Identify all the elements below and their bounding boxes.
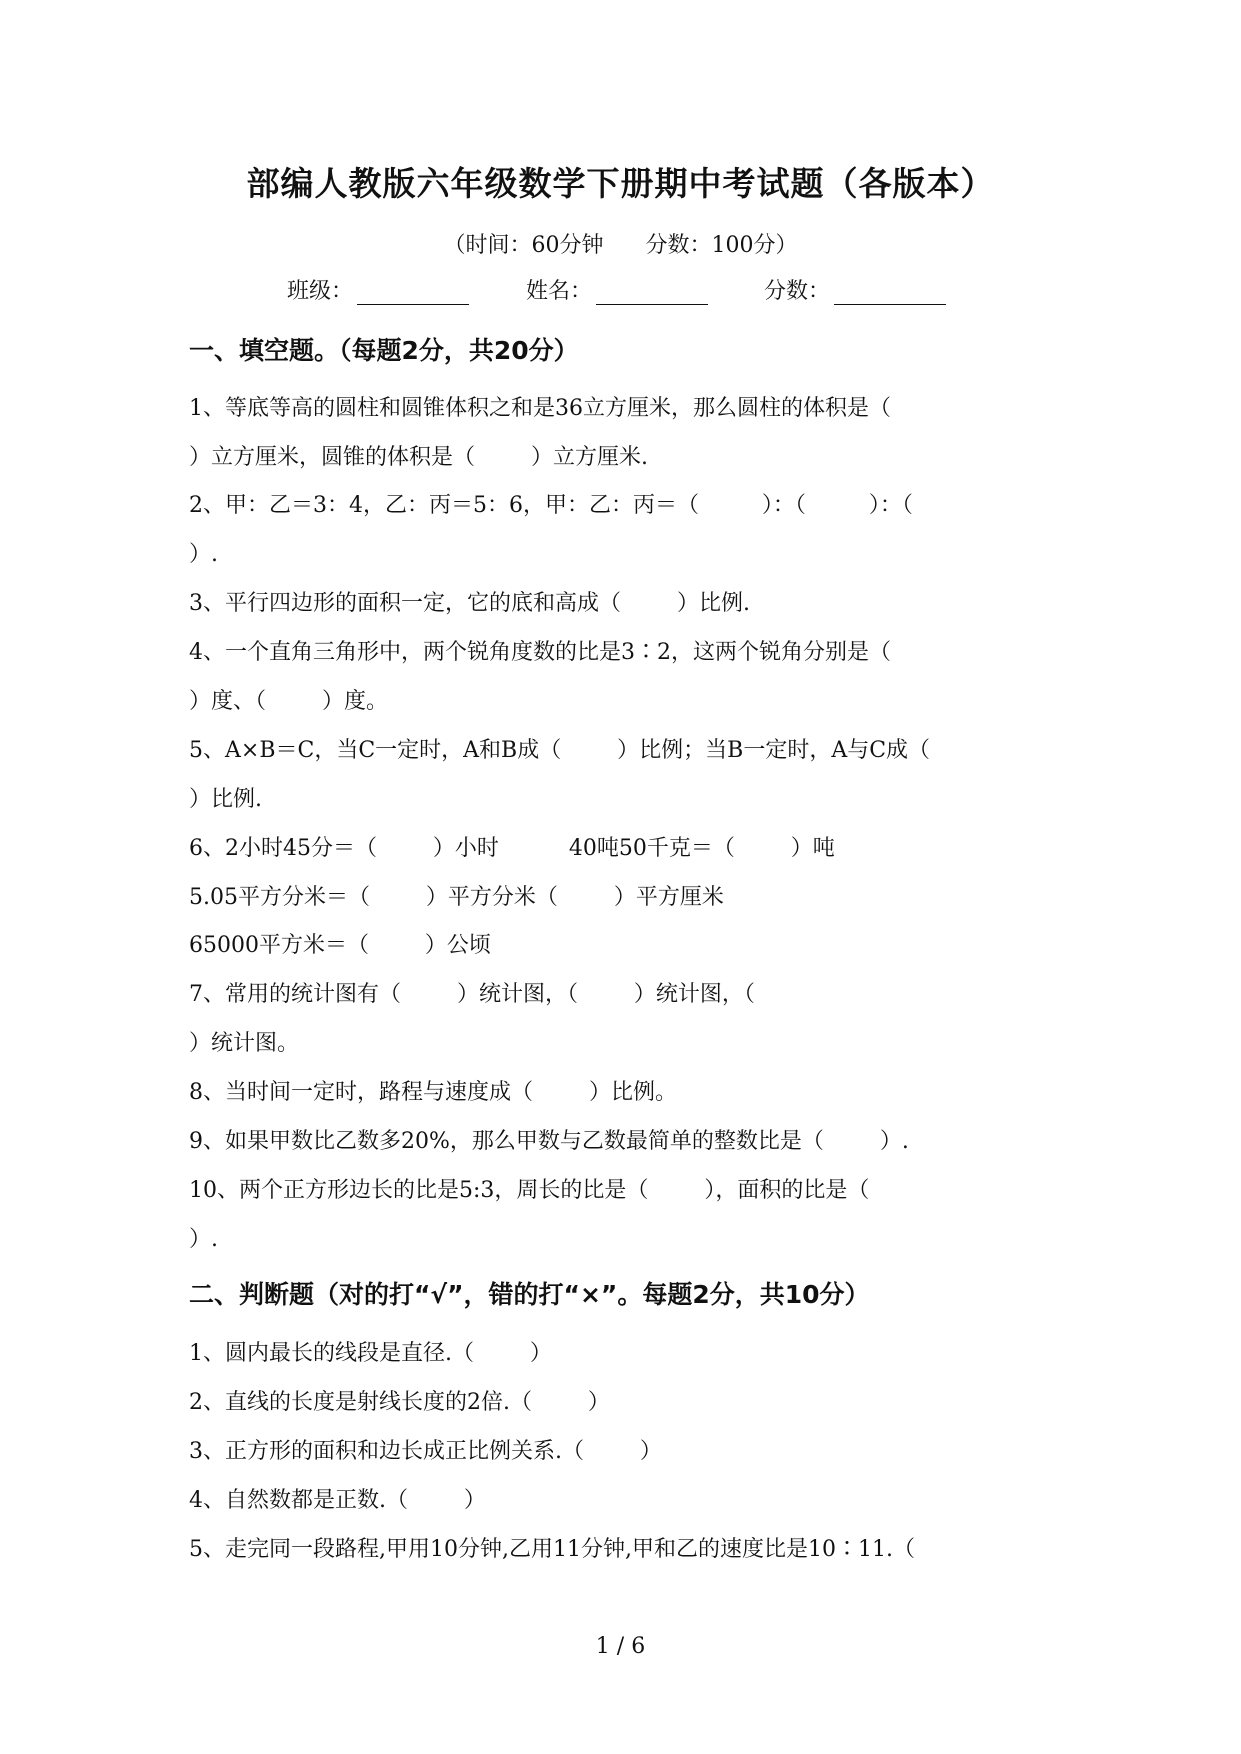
question-line: 2、直线的长度是射线长度的2倍.（ ） [189, 1390, 610, 1415]
class-label: 班级： [287, 279, 354, 304]
name-blank[interactable] [596, 280, 708, 305]
question-line: ）度、（ ）度。 [189, 689, 388, 714]
question-line: 10、两个正方形边长的比是5:3，周长的比是（ ），面积的比是（ [189, 1178, 870, 1203]
page-number: 1 / 6 [595, 1634, 646, 1659]
question-line: 5、走完同一段路程,甲用10分钟,乙用11分钟,甲和乙的速度比是10∶11.（ [189, 1537, 915, 1562]
question-line: 4、自然数都是正数.（ ） [189, 1488, 486, 1513]
question-line: ）立方厘米，圆锥的体积是（ ）立方厘米. [189, 445, 648, 470]
question-line: 4、一个直角三角形中，两个锐角度数的比是3∶2，这两个锐角分别是（ [189, 640, 891, 665]
question-line: 8、当时间一定时，路程与速度成（ ）比例。 [189, 1080, 677, 1105]
page-title: 部编人教版六年级数学下册期中考试题（各版本） [246, 164, 995, 203]
question-line: ）统计图。 [189, 1031, 300, 1056]
score-blank[interactable] [834, 280, 946, 305]
exam-time-score: （时间：60分钟 分数：100分） [443, 233, 798, 258]
question-line: 3、平行四边形的面积一定，它的底和高成（ ）比例. [189, 591, 750, 616]
class-blank[interactable] [357, 280, 469, 305]
question-line: 65000平方米＝（ ）公顷 [189, 933, 491, 958]
question-line: 9、如果甲数比乙数多20%，那么甲数与乙数最简单的整数比是（ ）. [189, 1129, 909, 1154]
question-line: 5.05平方分米＝（ ）平方分米（ ）平方厘米 [189, 885, 724, 910]
question-line: 1、圆内最长的线段是直径.（ ） [189, 1341, 552, 1366]
score-field [764, 274, 946, 305]
question-line: 3、正方形的面积和边长成正比例关系.（ ） [189, 1439, 662, 1464]
name-field [526, 274, 708, 305]
question-line: 6、2小时45分＝（ ）小时 40吨50千克＝（ ）吨 [189, 836, 835, 861]
section-heading-fill-blank: 一、填空题。（每题2分，共20分） [189, 336, 579, 365]
question-line: ）. [189, 1227, 218, 1252]
question-line: ）比例. [189, 787, 262, 812]
question-line: 2、甲：乙＝3：4，乙：丙＝5：6，甲：乙：丙＝（ ）：（ ）：（ [189, 493, 913, 518]
question-line: 5、A×B＝C，当C一定时，A和B成（ ）比例；当B一定时，A与C成（ [189, 738, 931, 763]
question-line: 7、常用的统计图有（ ）统计图，（ ）统计图，（ [189, 982, 755, 1007]
section-heading-true-false: 二、判断题（对的打“√”，错的打“×”。每题2分，共10分） [189, 1280, 870, 1309]
question-line: 1、等底等高的圆柱和圆锥体积之和是36立方厘米，那么圆柱的体积是（ [189, 396, 891, 421]
class-field [287, 274, 469, 305]
name-label: 姓名： [526, 279, 593, 304]
question-line: ）. [189, 542, 218, 567]
score-label: 分数： [764, 279, 831, 304]
